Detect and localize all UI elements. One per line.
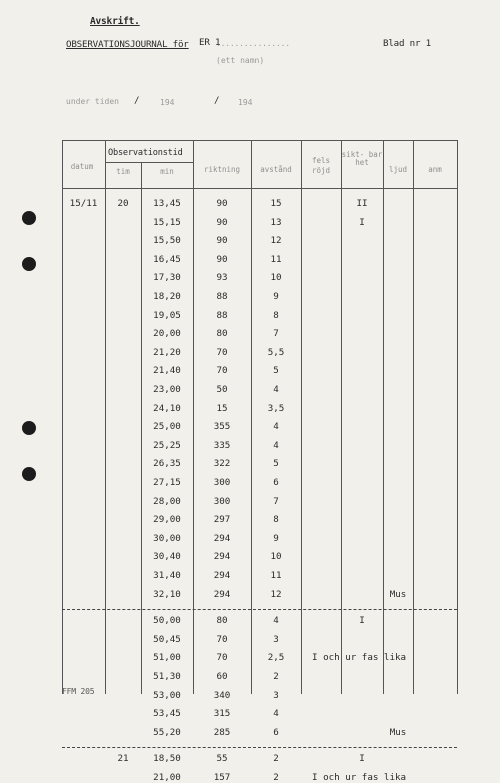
cell-avstand: 8 bbox=[273, 514, 279, 526]
cell-avstand: 15 bbox=[270, 198, 282, 209]
journal-dots: ................ bbox=[216, 39, 290, 48]
cell-min: 26,35 bbox=[153, 458, 181, 470]
cell-avstand: 4 bbox=[273, 421, 279, 433]
header-fels: fels bbox=[311, 156, 331, 165]
cell-riktning: 294 bbox=[213, 588, 231, 600]
cell-datum: 15/11 bbox=[69, 198, 98, 209]
punch-hole bbox=[22, 211, 36, 225]
cell-min: 50,45 bbox=[153, 633, 181, 645]
cell-min: 23,00 bbox=[153, 384, 181, 395]
cell-avstand: 10 bbox=[270, 272, 282, 284]
cell-riktning: 294 bbox=[213, 570, 231, 581]
column-rule bbox=[62, 140, 63, 694]
name-hint: (ett namn) bbox=[216, 56, 265, 65]
cell-min: 32,10 bbox=[153, 588, 181, 600]
cell-min: 21,40 bbox=[153, 365, 181, 377]
cell-riktning: 294 bbox=[213, 532, 231, 544]
cell-riktning: 340 bbox=[213, 689, 231, 701]
cell-avstand: 4 bbox=[273, 708, 279, 720]
form-code: FFM 205 bbox=[62, 687, 95, 696]
cell-avstand: 13 bbox=[270, 216, 282, 228]
cell-siktbarhet: I bbox=[359, 753, 365, 765]
column-rule bbox=[105, 140, 106, 694]
journal-value: ER 1 bbox=[199, 37, 221, 48]
header-avstand: avstånd bbox=[260, 165, 292, 174]
cell-riktning: 15 bbox=[216, 402, 228, 414]
sheet-number: Blad nr 1 bbox=[383, 38, 431, 49]
cell-avstand: 2,5 bbox=[267, 652, 285, 664]
cell-avstand: 5,5 bbox=[267, 346, 285, 358]
cell-siktbarhet: I bbox=[359, 216, 365, 228]
cell-siktbarhet: II bbox=[356, 198, 368, 209]
cell-siktbarhet: I bbox=[359, 615, 365, 627]
cell-min: 18,20 bbox=[153, 291, 181, 302]
cell-avstand: 9 bbox=[273, 532, 279, 544]
cell-min: 15,50 bbox=[153, 235, 181, 247]
header-datum: datum bbox=[70, 162, 94, 171]
cell-fels-note: I och ur fas lika bbox=[312, 772, 407, 783]
journal-label: OBSERVATIONSJOURNAL för bbox=[66, 39, 189, 50]
cell-anm: Mus bbox=[389, 726, 407, 738]
cell-min: 29,00 bbox=[153, 514, 181, 526]
cell-avstand: 6 bbox=[273, 477, 279, 488]
cell-riktning: 70 bbox=[216, 365, 228, 377]
cell-min: 51,30 bbox=[153, 671, 181, 682]
cell-avstand: 2 bbox=[273, 671, 279, 682]
cell-min: 25,25 bbox=[153, 439, 181, 451]
cell-riktning: 355 bbox=[213, 421, 231, 433]
cell-riktning: 55 bbox=[216, 753, 228, 765]
cell-min: 30,00 bbox=[153, 532, 181, 544]
cell-riktning: 300 bbox=[213, 477, 231, 488]
cell-min: 21,20 bbox=[153, 346, 181, 358]
cell-min: 51,00 bbox=[153, 652, 181, 664]
year-1: 194 bbox=[160, 98, 175, 107]
cell-avstand: 8 bbox=[273, 309, 279, 321]
cell-avstand: 5 bbox=[273, 458, 279, 470]
cell-riktning: 297 bbox=[213, 514, 231, 526]
cell-avstand: 3 bbox=[273, 633, 279, 645]
slash-2: / bbox=[214, 95, 220, 106]
cell-riktning: 70 bbox=[216, 346, 228, 358]
column-rule bbox=[457, 140, 458, 694]
cell-avstand: 12 bbox=[270, 235, 282, 247]
under-tiden-label: under tiden bbox=[66, 97, 119, 106]
cell-avstand: 3,5 bbox=[267, 402, 285, 414]
cell-tim: 21 bbox=[117, 753, 129, 765]
cell-riktning: 80 bbox=[216, 615, 228, 627]
cell-min: 15,15 bbox=[153, 216, 181, 228]
header-ljud: ljud bbox=[388, 165, 408, 174]
cell-riktning: 90 bbox=[216, 235, 228, 247]
cell-riktning: 315 bbox=[213, 708, 231, 720]
cell-riktning: 70 bbox=[216, 633, 228, 645]
cell-avstand: 10 bbox=[270, 551, 282, 563]
cell-min: 27,15 bbox=[153, 477, 181, 488]
cell-riktning: 157 bbox=[213, 772, 231, 783]
cell-min: 17,30 bbox=[153, 272, 181, 284]
table-top-rule bbox=[62, 140, 457, 141]
cell-min: 13,45 bbox=[153, 198, 181, 209]
header-siktbarhet: sikt- barhet bbox=[341, 150, 383, 167]
cell-avstand: 12 bbox=[270, 588, 282, 600]
cell-min: 55,20 bbox=[153, 726, 181, 738]
cell-min: 53,45 bbox=[153, 708, 181, 720]
header-min: min bbox=[160, 167, 174, 176]
cell-avstand: 9 bbox=[273, 291, 279, 302]
cell-min: 18,50 bbox=[153, 753, 181, 765]
column-rule bbox=[383, 140, 384, 694]
cell-min: 16,45 bbox=[153, 253, 181, 265]
cell-min: 53,00 bbox=[153, 689, 181, 701]
cell-min: 20,00 bbox=[153, 328, 181, 340]
cell-riktning: 80 bbox=[216, 328, 228, 340]
punch-hole bbox=[22, 467, 36, 481]
avskrift-label: Avskrift. bbox=[90, 16, 140, 27]
cell-riktning: 300 bbox=[213, 495, 231, 507]
cell-avstand: 6 bbox=[273, 726, 279, 738]
header-anm: anm bbox=[428, 165, 442, 174]
cell-min: 31,40 bbox=[153, 570, 181, 581]
cell-riktning: 285 bbox=[213, 726, 231, 738]
cell-min: 25,00 bbox=[153, 421, 181, 433]
cell-riktning: 93 bbox=[216, 272, 228, 284]
cell-fels-note: I och ur fas lika bbox=[312, 652, 407, 664]
header-riktning: riktning bbox=[203, 165, 241, 174]
cell-avstand: 7 bbox=[273, 495, 279, 507]
cell-min: 50,00 bbox=[153, 615, 181, 627]
cell-min: 19,05 bbox=[153, 309, 181, 321]
cell-min: 24,10 bbox=[153, 402, 181, 414]
cell-riktning: 88 bbox=[216, 309, 228, 321]
cell-riktning: 294 bbox=[213, 551, 231, 563]
cell-min: 28,00 bbox=[153, 495, 181, 507]
header-rojd: röjd bbox=[311, 166, 331, 175]
cell-riktning: 88 bbox=[216, 291, 228, 302]
cell-avstand: 4 bbox=[273, 384, 279, 395]
cell-avstand: 2 bbox=[273, 753, 279, 765]
cell-riktning: 70 bbox=[216, 652, 228, 664]
cell-riktning: 90 bbox=[216, 198, 228, 209]
cell-tim: 20 bbox=[117, 198, 129, 209]
cell-riktning: 50 bbox=[216, 384, 228, 395]
cell-avstand: 11 bbox=[270, 253, 282, 265]
cell-anm: Mus bbox=[389, 588, 407, 600]
header-tim: tim bbox=[116, 167, 130, 176]
cell-avstand: 11 bbox=[270, 570, 282, 581]
cell-avstand: 2 bbox=[273, 772, 279, 783]
section-divider bbox=[62, 609, 457, 610]
header-bottom-rule bbox=[62, 188, 457, 189]
cell-avstand: 5 bbox=[273, 365, 279, 377]
column-rule bbox=[301, 140, 302, 694]
section-divider bbox=[62, 747, 457, 748]
year-2: 194 bbox=[238, 98, 253, 107]
cell-min: 30,40 bbox=[153, 551, 181, 563]
slash-1: / bbox=[134, 95, 140, 106]
cell-riktning: 90 bbox=[216, 253, 228, 265]
punch-hole bbox=[22, 421, 36, 435]
cell-riktning: 335 bbox=[213, 439, 231, 451]
header-observationstid: Observationstid bbox=[108, 148, 183, 158]
cell-avstand: 4 bbox=[273, 439, 279, 451]
cell-riktning: 60 bbox=[216, 671, 228, 682]
punch-hole bbox=[22, 257, 36, 271]
cell-avstand: 3 bbox=[273, 689, 279, 701]
cell-avstand: 4 bbox=[273, 615, 279, 627]
observationstid-rule bbox=[105, 162, 193, 163]
cell-riktning: 90 bbox=[216, 216, 228, 228]
cell-riktning: 322 bbox=[213, 458, 231, 470]
cell-min: 21,00 bbox=[153, 772, 181, 783]
column-rule bbox=[413, 140, 414, 694]
cell-avstand: 7 bbox=[273, 328, 279, 340]
